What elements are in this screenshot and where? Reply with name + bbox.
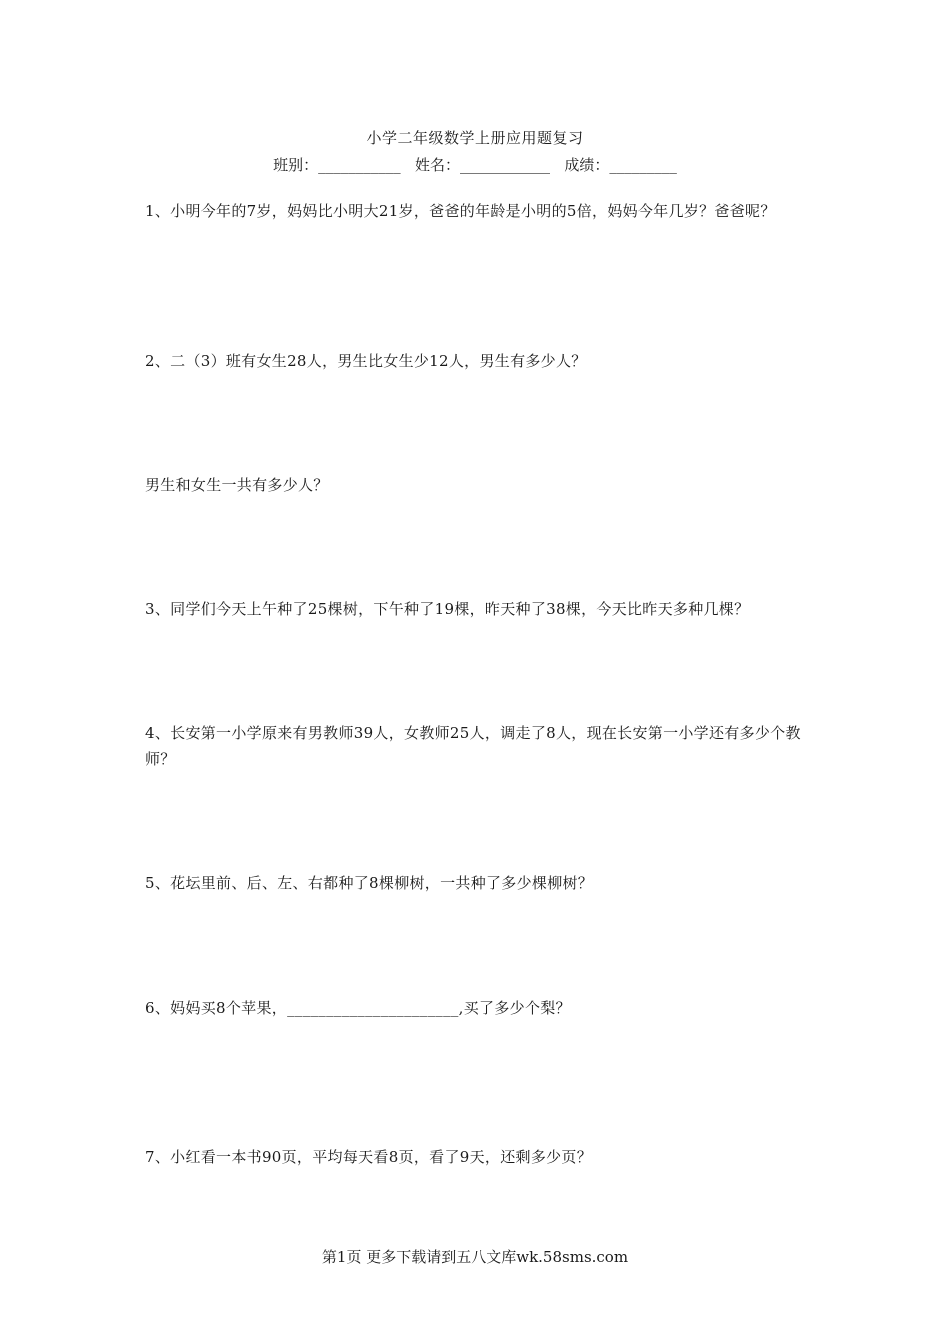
question-2: 2、二（3）班有女生28人，男生比女生少12人，男生有多少人？ (145, 352, 587, 370)
question-4: 4、长安第一小学原来有男教师39人，女教师25人，调走了8人，现在长安第一小学还有多少个教师？ (145, 724, 801, 768)
question-6: 6、妈妈买8个苹果，______________________,买了多少个梨？ (145, 999, 571, 1017)
name-label: 姓名： (414, 156, 460, 174)
score-blank: _________ (609, 156, 677, 174)
score-label: 成绩： (564, 156, 610, 174)
page-title: 小学二年级数学上册应用题复习 (366, 129, 584, 147)
question-1: 1、小明今年的7岁，妈妈比小明大21岁，爸爸的年龄是小明的5倍，妈妈今年几岁？爸爸呢？ (145, 202, 776, 220)
question-3: 3、同学们今天上午种了25棵树，下午种了19棵，昨天种了38棵，今天比昨天多种几棵？ (145, 600, 750, 618)
student-info-line (0, 154, 950, 175)
question-2-followup: 男生和女生一共有多少人？ (145, 476, 329, 494)
name-blank: ____________ (460, 156, 550, 174)
page-footer: 第1页 更多下载请到五八文库wk.58sms.com (321, 1248, 629, 1266)
class-label: 班别： (273, 156, 319, 174)
question-5: 5、花坛里前、后、左、右都种了8棵柳树，一共种了多少棵柳树？ (145, 874, 594, 892)
class-blank: ___________ (318, 156, 401, 174)
question-7: 7、小红看一本书90页，平均每天看8页，看了9天，还剩多少页？ (145, 1148, 593, 1166)
